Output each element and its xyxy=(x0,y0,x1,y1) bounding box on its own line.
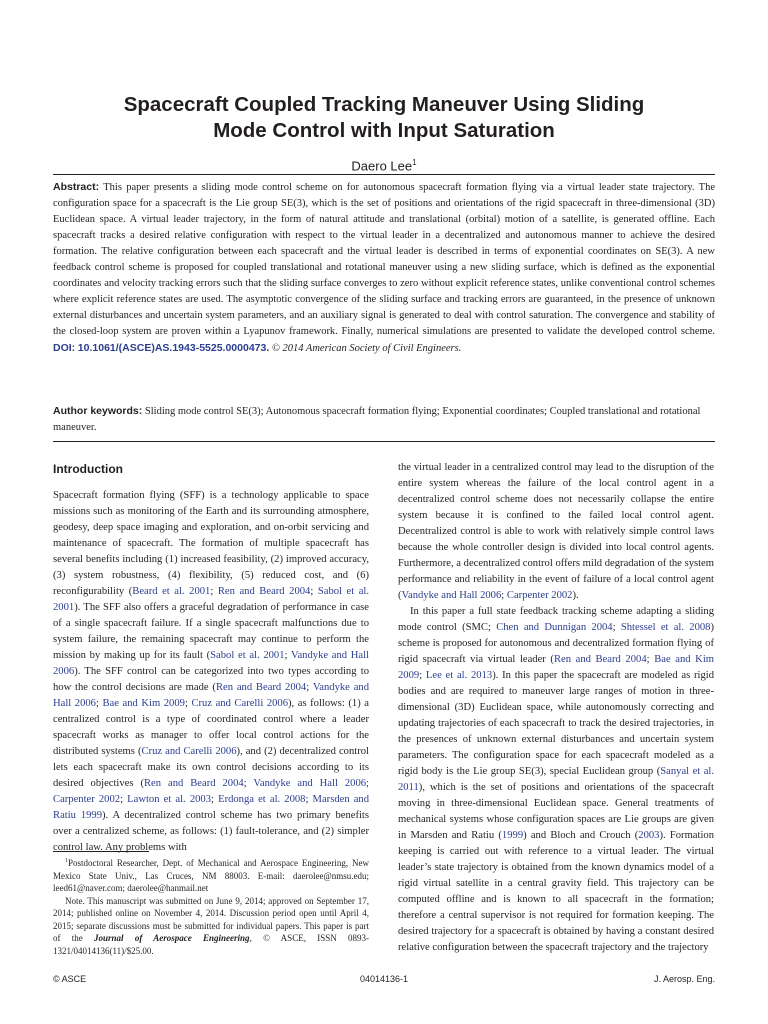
footnote-1-text: Postdoctoral Researcher, Dept. of Mechanical and Aerospace Engineering, New Mexico State Univ., Las Cruces, NM 88003. E-mail: daerolee@nmsu.edu; leed61@naver.com; daerolee@hanmail.net xyxy=(53,858,369,893)
body-text: ) scheme is proposed for autonomous and decentralized formation flying of rigid spacecraft via virtual leader ( xyxy=(398,622,715,665)
abstract-label: Abstract: xyxy=(53,181,100,193)
citation-link[interactable]: Vandyke and Hall 2006 xyxy=(253,778,367,789)
left-column xyxy=(53,458,369,856)
citation-link[interactable]: Beard et al. 2001 xyxy=(132,586,211,597)
title-line-1: Spacecraft Coupled Tracking Maneuver Using Sliding xyxy=(123,93,645,116)
citation-link[interactable]: Sanyal et al. 2011 xyxy=(398,766,714,793)
citation-link[interactable]: 2003 xyxy=(638,830,660,841)
author-name xyxy=(0,158,768,173)
doi-link[interactable]: 10.1061/(ASCE)AS.1943-5525.0000473. xyxy=(77,342,270,354)
section-heading-introduction: Introduction xyxy=(53,462,123,476)
body-text: ). Formation keeping is carried out with reference to a virtual leader. The virtual leader’s state trajectory is obtained from the known dynamics model of a rigid virtual satellite in a central gravity field. This trajectory can be computed offline and is known to all spacecraft in the formation; therefore a central supervisor is not required for formation keeping. The desired trajectory for a spacecraft is obtained by having a constant desired relative configuration between the spacecraft trajectory and the trajectory xyxy=(398,830,714,953)
citation-link[interactable]: Carpenter 2002 xyxy=(506,590,573,601)
footnote-1 xyxy=(53,855,369,895)
citation-link[interactable]: Ren and Beard 2004 xyxy=(143,778,244,789)
body-text: ; xyxy=(120,794,128,805)
footer-journal: J. Aerosp. Eng. xyxy=(653,974,715,984)
body-text: ; xyxy=(501,590,507,601)
body-text: ). In this paper the spacecraft are modeled as rigid bodies and are required to maneuver large ranges of motion in three-dimensional (3D) Euclidean space, while autonomously correcting and updating trajectories of each spacecraft to track the desired trajectories, in the presences of unknown external disturbances and uncertain system parameters. The configuration space for each spacecraft modeled as a rigid body is the Lie group SE(3), special Euclidean group ( xyxy=(398,670,715,777)
citation-link[interactable]: Chen and Dunnigan 2004 xyxy=(496,622,613,633)
citation-link[interactable]: Cruz and Carelli 2006 xyxy=(191,698,289,709)
citation-link[interactable]: Bae and Kim 2009 xyxy=(102,698,185,709)
title-line-2: Mode Control with Input Saturation xyxy=(213,119,555,142)
body-text: In this paper a full state feedback tracking scheme adapting a sliding mode control (SMC; xyxy=(398,606,714,633)
body-text: ; xyxy=(612,622,621,633)
body-text: ; xyxy=(243,778,254,789)
top-divider xyxy=(53,174,715,175)
citation-link[interactable]: Shtessel et al. 2008 xyxy=(620,622,711,633)
footer-article-number: 04014136-1 xyxy=(359,974,409,984)
body-text: ), as follows: (1) a centralized control is a type of coordinated control where a leader spacecraft works as manager to offer local control actions for the distributed systems ( xyxy=(53,698,370,757)
footnote-divider xyxy=(53,851,149,852)
body-text: ) and Bloch and Crouch ( xyxy=(523,830,639,841)
doi-label: DOI: xyxy=(53,342,76,354)
body-text: ), which is the set of positions and orientations of the spacecraft moving in three-dimensional Euclidean space. General treatments of mechanical systems whose configuration spaces are Lie groups are given in Marsden and Ratiu ( xyxy=(398,782,714,841)
citation-link[interactable]: Vandyke and Hall 2006 xyxy=(53,650,370,677)
right-paragraph-2 xyxy=(398,604,714,956)
body-text: ; xyxy=(211,794,219,805)
footnote-note-tail: , © ASCE, ISSN 0893-1321/04014136(11)/$25.00. xyxy=(53,933,369,956)
copyright-text: © 2014 American Society of Civil Engineers. xyxy=(271,343,462,354)
footer-publisher: © ASCE xyxy=(53,974,87,984)
body-text: ; xyxy=(95,698,103,709)
body-text: ; xyxy=(366,778,369,789)
citation-link[interactable]: Lawton et al. 2003 xyxy=(127,794,212,805)
author-footnote-marker[interactable]: 1 xyxy=(412,158,417,167)
citation-link[interactable]: Carpenter 2002 xyxy=(53,794,121,805)
citation-link[interactable]: Ren and Beard 2004 xyxy=(553,654,647,665)
paper-title xyxy=(40,92,728,144)
body-text: ; xyxy=(646,654,655,665)
intro-paragraph-1 xyxy=(53,488,369,856)
abstract-bottom-divider xyxy=(53,441,715,442)
abstract xyxy=(53,179,715,357)
body-text: ; xyxy=(284,650,291,661)
footnote-note-text: Note. This manuscript was submitted on June 9, 2014; approved on September 17, 2014; published online on November 4, 2014. Discussion period open until April 4, 2015; separate discussions must be submitted for individual papers. This paper is part of the xyxy=(53,895,369,943)
citation-link[interactable]: Sabol et al. 2001 xyxy=(210,650,285,661)
body-text: ). A decentralized control scheme has two primary benefits over a centralized scheme, as follows: (1) fault-tolerance, and (2) simpler control law. Any problems with xyxy=(53,810,369,853)
author-text: Daero Lee xyxy=(351,158,413,174)
footnotes xyxy=(53,855,369,957)
footnote-1-marker: 1 xyxy=(65,858,68,864)
citation-link[interactable]: Bae and Kim 2009 xyxy=(398,654,714,681)
citation-link[interactable]: Ren and Beard 2004 xyxy=(215,682,307,693)
body-text: the virtual leader in a centralized control may lead to the disruption of the entire system whereas the failure of the local control agent in a decentralized control scheme does not necessarily collapse the entire system because it is confined to the failed local control agent. Decentralized control is able to work with relatively simple control laws because the whole controller design is divided into local control agents. Furthermore, a decentralized control offers mild degradation of the system performance and reliability in the event of failure of a local control agent ( xyxy=(398,462,714,601)
keywords-label: Author keywords: xyxy=(53,405,143,417)
citation-link[interactable]: Cruz and Carelli 2006 xyxy=(141,746,237,757)
body-text: ). The SFF also offers a graceful degradation of performance in case of a single spacecraft failure. If a single spacecraft malfunctions due to system failure, the remaining spacecraft may continue to perform the mission by making up for its fault ( xyxy=(53,602,369,661)
body-text: ; xyxy=(419,670,426,681)
citation-link[interactable]: Lee et al. 2013 xyxy=(425,670,493,681)
keywords-text: Sliding mode control SE(3); Autonomous spacecraft formation flying; Exponential coordinates; Coupled translational and rotational maneuver. xyxy=(53,406,701,433)
body-text: Spacecraft formation flying (SFF) is a technology applicable to space missions such as monitoring of the Earth and its surrounding atmosphere, geodesy, deep space imaging and exploration, and on-orbit servicing and maintenance of spacecraft. The formation of multiple spacecraft has several benefits including (1) increased feasibility, (2) improved accuracy, (3) system robustness, (4) flexibility, (5) reduced cost, and (6) reconfigurability ( xyxy=(53,490,369,597)
citation-link[interactable]: Vandyke and Hall 2006 xyxy=(53,682,369,709)
right-column xyxy=(398,460,714,956)
journal-name: Journal of Aerospace Engineering xyxy=(94,933,250,943)
body-text: ; xyxy=(184,698,192,709)
author-keywords xyxy=(53,403,715,436)
citation-link[interactable]: Sabol et al. 2001 xyxy=(53,586,370,613)
citation-link[interactable]: Vandyke and Hall 2006 xyxy=(401,590,502,601)
right-paragraph-1 xyxy=(398,460,714,604)
body-text: ; xyxy=(305,794,313,805)
citation-link[interactable]: Erdonga et al. 2008 xyxy=(218,794,306,805)
body-text: ). xyxy=(572,590,579,601)
citation-link[interactable]: Ren and Beard 2004 xyxy=(217,586,311,597)
body-text: ), and (2) decentralized control lets each spacecraft make its own control decisions according to its desired objectives ( xyxy=(53,746,369,789)
footnote-note xyxy=(53,895,369,958)
body-text: ; xyxy=(210,586,218,597)
body-text: ; xyxy=(310,586,318,597)
abstract-text: This paper presents a sliding mode control scheme on for autonomous spacecraft formation flying via a virtual leader state trajectory. The configuration space for a spacecraft is the Lie group SE(3), which is the set of positions and orientations of the rigid spacecraft in three-dimensional (3D) Euclidean space. A virtual leader trajectory, in the form of natural attitude and translational (orbital) motion of a satellite, is generated offline. Each spacecraft tracks a desired relative configuration with respect to the virtual leader in a decentralized and autonomous manner to achieve the desired formation. The relative configuration between each spacecraft and the virtual leader is described in terms of exponential coordinates on SE(3). A new feedback control scheme is proposed for coupled translational and rotational maneuver using a new sliding surface, which is defined as the exponential coordinates and velocity tracking errors such that the sliding surface converges to zero without explicit reference states, unlike conventional control schemes where explicit reference states are used. The asymptotic convergence of the sliding surface and tracking errors are guaranteed, in the presence of unknown external disturbances and uncertain system parameters, and an auxiliary signal is generated to deal with control saturation. The convergence and stability of the closed-loop system are proven within a Lyapunov framework. Finally, numerical simulations are presented to validate the developed control scheme. xyxy=(53,182,716,337)
citation-link[interactable]: 1999 xyxy=(501,830,524,841)
body-text: ). The SFF control can be categorized into two types according to how the control decisions are made ( xyxy=(53,666,369,693)
citation-link[interactable]: Marsden and Ratiu 1999 xyxy=(53,794,370,821)
body-text: ; xyxy=(306,682,313,693)
